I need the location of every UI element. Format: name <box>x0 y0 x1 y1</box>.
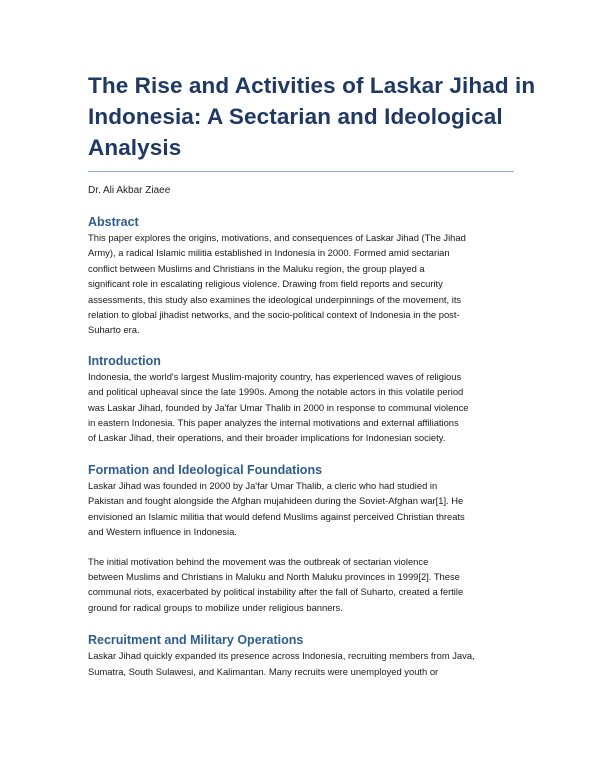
text-line: Laskar Jihad was founded in 2000 by Ja'far Umar Thalib, a cleric who had studied in <box>88 479 438 491</box>
text-line: and Western influence in Indonesia. <box>88 526 237 538</box>
introduction-paragraph <box>88 369 514 446</box>
text-line: Laskar Jihad quickly expanded its presence across Indonesia, recruiting members from Java, <box>88 650 475 662</box>
text-line: Sumatra, South Sulawesi, and Kalimantan. Many recruits were unemployed youth or <box>88 665 439 677</box>
paper-page <box>88 70 536 679</box>
text-line: Suharto era. <box>88 324 140 336</box>
text-line: This paper explores the origins, motivations, and consequences of Laskar Jihad (The Jihad <box>88 232 466 243</box>
formation-section <box>88 462 514 615</box>
formation-heading: Formation and Ideological Foundations <box>88 462 323 477</box>
text-line: significant role in escalating religious violence. Drawing from field reports and security <box>88 278 443 290</box>
recruitment-heading: Recruitment and Military Operations <box>88 633 304 648</box>
abstract-section <box>88 214 514 338</box>
formation-paragraph-2 <box>88 554 514 616</box>
text-line: Indonesia, the world's largest Muslim-majority country, has experienced waves of religious <box>88 370 462 382</box>
text-line: and political upheaval since the late 1990s. Among the notable actors in this volatile period <box>88 386 464 398</box>
text-line: between Muslims and Christians in Maluku and North Maluku provinces in 1999[2]. These <box>88 570 460 582</box>
text-line: The initial motivation behind the movement was the outbreak of sectarian violence <box>88 555 429 567</box>
paper-title <box>88 70 536 172</box>
text-line: assessments, this study also examines the ideological underpinnings of the movement, its <box>88 293 462 305</box>
recruitment-paragraph <box>88 648 514 679</box>
title-line: Indonesia: A Sectarian and Ideological <box>88 104 503 129</box>
text-line: was Laskar Jihad, founded by Ja'far Umar Thalib in 2000 in response to communal violence <box>88 401 469 413</box>
text-line: relation to global jihadist networks, and the socio-political context of Indonesia in the post- <box>88 309 460 321</box>
formation-paragraph-1 <box>88 478 514 540</box>
title-line: Analysis <box>88 135 182 160</box>
text-line: Army), a radical Islamic militia established in Indonesia in 2000. Formed amid sectarian <box>88 247 450 259</box>
text-line: of Laskar Jihad, their operations, and their broader implications for Indonesian society. <box>88 432 446 444</box>
text-line: Pakistan and fought alongside the Afghan mujahideen during the Soviet-Afghan war[1]. He <box>88 495 464 507</box>
text-line: ground for radical groups to mobilize under religious banners. <box>88 601 343 613</box>
text-line: in eastern Indonesia. This paper analyzes the internal motivations and external affiliations <box>88 417 459 429</box>
text-line: communal riots, exacerbated by political instability after the fall of Suharto, created a fertile <box>88 586 464 598</box>
recruitment-section <box>88 632 514 679</box>
abstract-paragraph <box>88 230 514 338</box>
introduction-section <box>88 353 514 446</box>
text-line: conflict between Muslims and Christians in the Maluku region, the group played a <box>88 262 425 274</box>
introduction-heading: Introduction <box>88 353 161 368</box>
author-name: Dr. Ali Akbar Ziaee <box>88 185 171 196</box>
title-line: The Rise and Activities of Laskar Jihad in <box>88 73 536 98</box>
abstract-heading: Abstract <box>88 215 139 229</box>
text-line: envisioned an Islamic militia that would defend Muslims against perceived Christian threats <box>88 510 465 522</box>
